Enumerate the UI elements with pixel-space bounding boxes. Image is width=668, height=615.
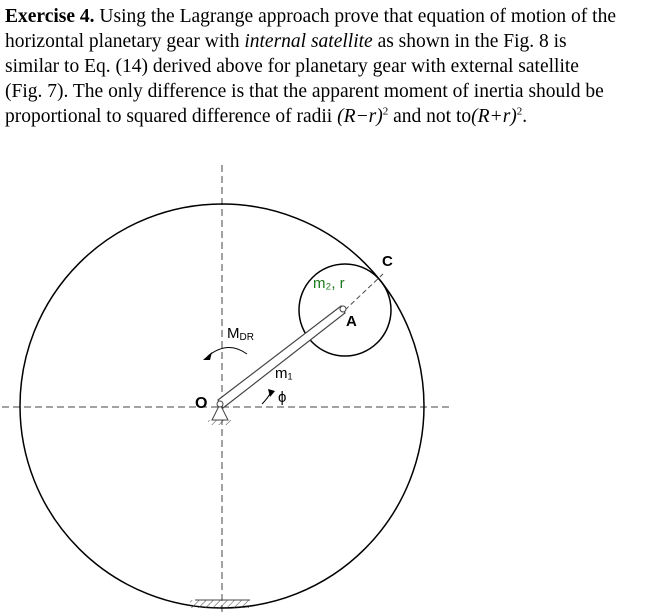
exercise-line-3: similar to Eq. (14) derived above for planetary gear with external satellite xyxy=(5,56,579,77)
exercise-line-4: (Fig. 7). The only difference is that the apparent moment of inertia should be xyxy=(5,81,604,102)
label-mdr-sub: DR xyxy=(239,332,254,343)
torque-arrow-mdr xyxy=(203,347,247,360)
line5-text-c: . xyxy=(522,106,528,127)
line5-text-b: and not to xyxy=(388,106,472,127)
label-o: O xyxy=(195,395,208,412)
pivot-a xyxy=(340,306,346,312)
math-exponent-2: 2 xyxy=(516,105,523,118)
line2-italic: internal satellite xyxy=(244,31,373,52)
line2-text-a: horizontal planetary gear with xyxy=(5,31,245,52)
ground-support-o xyxy=(208,401,232,425)
label-c: C xyxy=(382,253,393,270)
label-satellite: m₂, r xyxy=(313,275,345,292)
angle-arrow-phi xyxy=(262,389,275,404)
math-diff-radii: (R−r) xyxy=(337,106,383,127)
line5-text-a: proportional to squared difference of radii xyxy=(5,106,338,127)
radius-line-a-c xyxy=(345,274,383,310)
math-sum-radii: (R+r) xyxy=(471,106,517,127)
label-m1: m₁ xyxy=(275,365,293,382)
label-a: A xyxy=(346,313,357,330)
ground-bottom xyxy=(190,600,250,608)
math-exponent-1: 2 xyxy=(382,105,389,118)
label-mdr-main: M xyxy=(227,325,240,342)
line1-text: Using the Lagrange approach prove that equation of motion of the xyxy=(94,6,616,27)
line2-text-b: as shown in the Fig. 8 is xyxy=(372,31,567,52)
label-phi: ϕ xyxy=(278,389,287,406)
label-mdr xyxy=(227,325,254,343)
exercise-heading: Exercise 4. xyxy=(5,6,95,27)
